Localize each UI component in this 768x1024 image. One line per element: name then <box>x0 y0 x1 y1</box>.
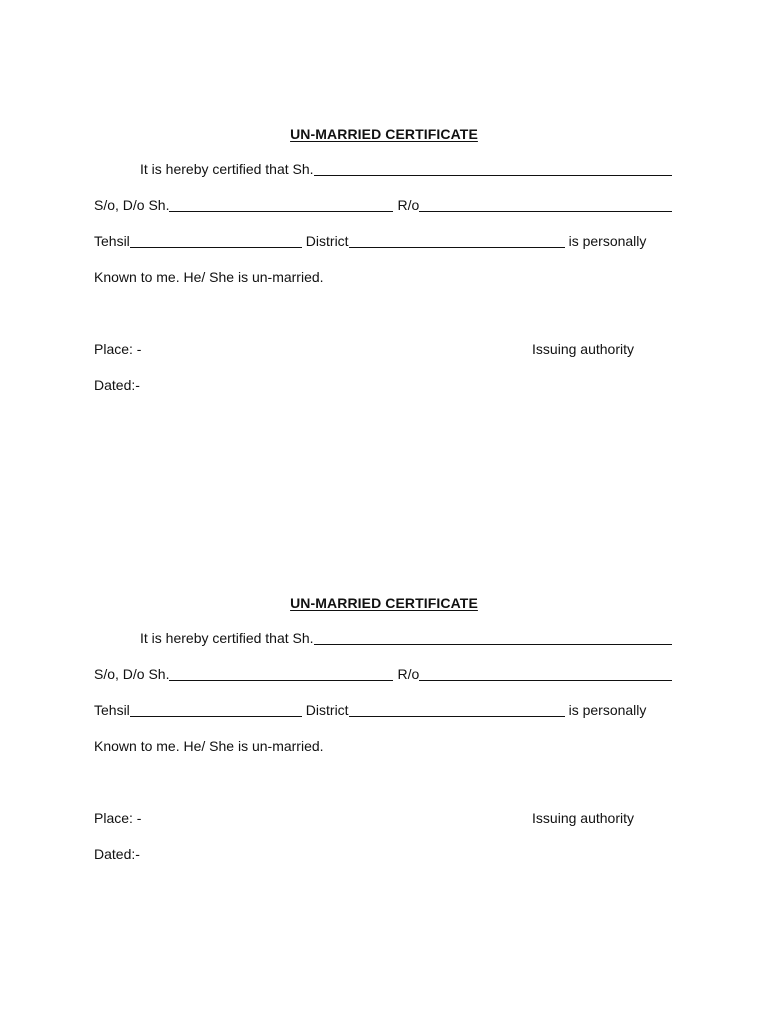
certificate-block-2 <box>0 589 768 889</box>
personally-text: is personally <box>568 702 647 718</box>
dated-label: Dated:- <box>94 846 140 862</box>
certify-line <box>140 629 672 647</box>
tehsil-label: Tehsil <box>94 702 130 718</box>
statement-line <box>94 737 684 755</box>
tehsil-district-line <box>94 232 676 250</box>
resident-of-label: R/o <box>397 666 420 682</box>
district-label: District <box>305 702 349 718</box>
personally-text: is personally <box>568 233 647 249</box>
district-blank <box>349 233 565 248</box>
place-authority-line <box>94 340 634 358</box>
tehsil-blank <box>130 233 302 248</box>
certify-line <box>140 160 672 178</box>
certificate-block-1 <box>0 120 768 420</box>
issuing-authority-label: Issuing authority <box>532 341 634 357</box>
dated-line <box>94 376 684 394</box>
son-daughter-of-label: S/o, D/o Sh. <box>94 197 170 213</box>
statement-text: Known to me. He/ She is un-married. <box>94 269 324 285</box>
parent-name-blank <box>169 666 393 681</box>
name-blank <box>314 161 672 176</box>
parent-residence-line <box>94 196 672 214</box>
place-authority-line <box>94 809 634 827</box>
resident-of-label: R/o <box>397 197 420 213</box>
place-label: Place: - <box>94 810 142 826</box>
certificate-title: UN-MARRIED CERTIFICATE <box>290 595 478 611</box>
statement-text: Known to me. He/ She is un-married. <box>94 738 324 754</box>
tehsil-blank <box>130 702 302 717</box>
district-blank <box>349 702 565 717</box>
district-label: District <box>305 233 349 249</box>
dated-label: Dated:- <box>94 377 140 393</box>
certify-text: It is hereby certified that Sh. <box>140 630 314 646</box>
name-blank <box>314 630 672 645</box>
parent-residence-line <box>94 665 672 683</box>
tehsil-label: Tehsil <box>94 233 130 249</box>
certificate-title: UN-MARRIED CERTIFICATE <box>290 126 478 142</box>
son-daughter-of-label: S/o, D/o Sh. <box>94 666 170 682</box>
statement-line <box>94 268 684 286</box>
tehsil-district-line <box>94 701 676 719</box>
certify-text: It is hereby certified that Sh. <box>140 161 314 177</box>
issuing-authority-label: Issuing authority <box>532 810 634 826</box>
parent-name-blank <box>169 197 393 212</box>
residence-blank <box>419 197 672 212</box>
residence-blank <box>419 666 672 681</box>
place-label: Place: - <box>94 341 142 357</box>
dated-line <box>94 845 684 863</box>
